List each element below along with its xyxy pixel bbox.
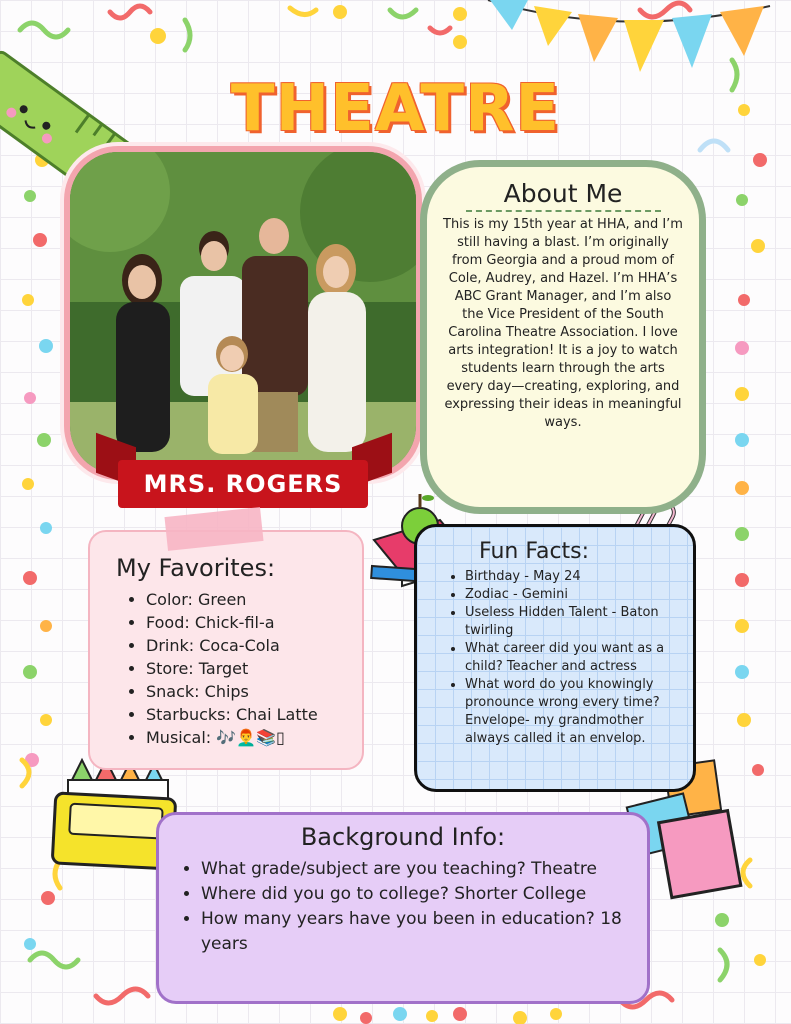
list-item: • How many years have you been in education? 18 years bbox=[201, 907, 647, 957]
family-photo-image bbox=[70, 152, 416, 474]
family-photo bbox=[70, 152, 416, 474]
list-item: • Snack: Chips bbox=[146, 680, 362, 703]
favorites-heading: My Favorites: bbox=[116, 554, 276, 582]
fun-facts-list bbox=[417, 568, 693, 748]
background-info-list bbox=[159, 857, 647, 957]
list-item: • Starbucks: Chai Latte bbox=[146, 703, 362, 726]
name-banner: MRS. ROGERS bbox=[118, 460, 368, 508]
list-item: • Birthday - May 24 bbox=[465, 568, 683, 586]
background-info-card bbox=[156, 812, 650, 1004]
list-item: • What career did you want as a child? Teacher and actress bbox=[465, 640, 683, 676]
list-item: • Drink: Coca-Cola bbox=[146, 634, 362, 657]
favorites-card bbox=[88, 530, 364, 770]
list-item: • Musical: 🎶👨‍🦰📚▯ bbox=[146, 726, 362, 749]
list-item: • Food: Chick-fil-a bbox=[146, 611, 362, 634]
about-me-heading: About Me bbox=[466, 179, 661, 212]
list-item: • Store: Target bbox=[146, 657, 362, 680]
about-me-text: This is my 15th year at HHA, and I’m still having a blast. I’m originally from Georgia and a proud mom of Cole, Audrey, and Hazel. I’m HHA’s ABC Grant Manager, and I’m also the Vice President of the South Carolina Theatre Association. I love arts integration! It is a joy to watch students learn through the arts every day—creating, exploring, and expressing their ideas in meaningful ways. bbox=[443, 217, 683, 430]
list-item: • Zodiac - Gemini bbox=[465, 586, 683, 604]
favorites-list bbox=[90, 588, 362, 749]
list-item: • What word do you knowingly pronounce wrong every time? Envelope- my grandmother always called it an envelop. bbox=[465, 676, 683, 748]
bunting-flags bbox=[488, 0, 770, 72]
list-item: • Useless Hidden Talent - Baton twirling bbox=[465, 604, 683, 640]
list-item: • What grade/subject are you teaching? Theatre bbox=[201, 857, 647, 882]
background-info-heading: Background Info: bbox=[300, 823, 506, 851]
page-title: THEATRE bbox=[230, 72, 561, 146]
fun-facts-heading: Fun Facts: bbox=[479, 539, 590, 564]
fun-facts-card bbox=[414, 524, 696, 792]
about-me-card bbox=[420, 160, 706, 514]
list-item: • Where did you go to college? Shorter College bbox=[201, 882, 647, 907]
list-item: • Color: Green bbox=[146, 588, 362, 611]
left-dots bbox=[22, 153, 55, 950]
